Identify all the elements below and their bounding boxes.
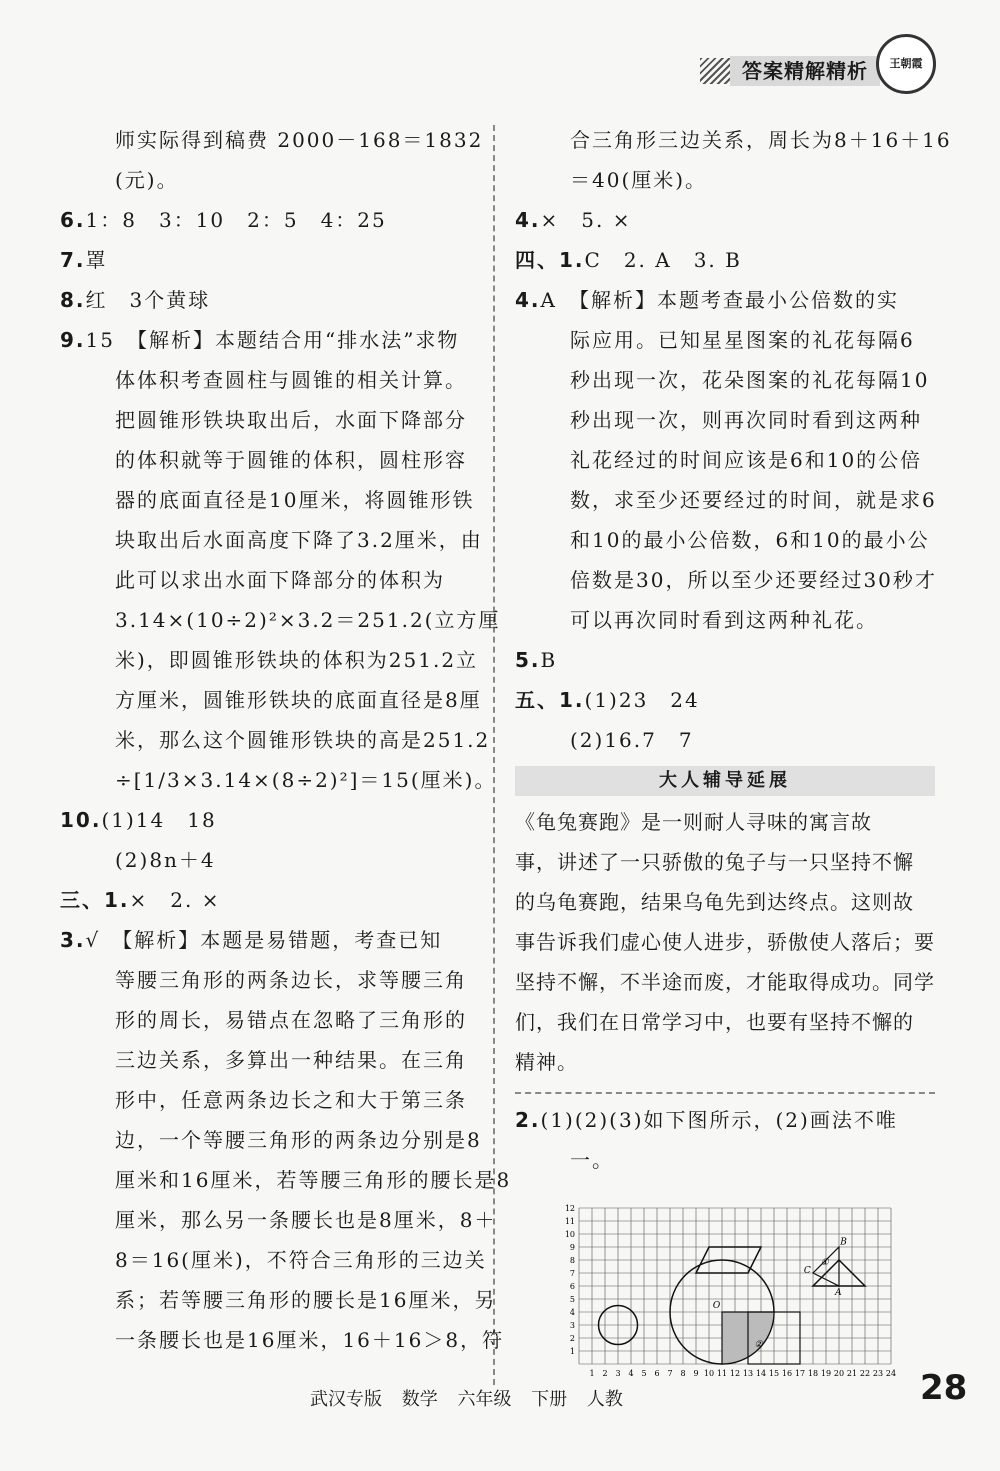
answer-line — [60, 560, 475, 600]
answer-line — [60, 280, 475, 320]
answer-line — [60, 1160, 512, 1200]
x-tick-label: 4 — [628, 1369, 634, 1378]
header-stripes — [700, 58, 730, 84]
x-tick-label: 18 — [807, 1369, 819, 1378]
x-tick-label: 10 — [703, 1369, 715, 1378]
x-tick-label: 15 — [768, 1369, 780, 1378]
answer-text: 倍数是30，所以至少还要经过30秒才 — [570, 568, 937, 592]
answer-line — [515, 120, 952, 160]
y-tick-label: 1 — [569, 1347, 575, 1356]
answer-text: 红 3个黄球 — [85, 288, 211, 312]
answer-line — [515, 400, 935, 440]
answer-text: A 【解析】本题考查最小公倍数的实 — [540, 288, 899, 312]
answer-line — [515, 280, 935, 320]
answer-text: 3.14×(10÷2)²×3.2＝251.2(立方厘 — [115, 608, 501, 632]
x-tick-label: 23 — [872, 1369, 884, 1378]
answer-text: B — [540, 648, 558, 672]
left-column — [60, 120, 512, 1360]
answer-line — [60, 200, 475, 240]
answer-text: (1)14 18 — [101, 808, 217, 832]
answer-line — [515, 720, 935, 760]
answer-line — [60, 520, 483, 560]
y-tick-label: 4 — [569, 1308, 575, 1317]
question-number: 5. — [515, 648, 541, 672]
figure-label: ② — [754, 1340, 763, 1351]
answer-text: 和10的最小公倍数，6和10的最小公 — [570, 528, 930, 552]
answer-line — [515, 480, 935, 520]
answer-line — [60, 1000, 475, 1040]
answer-line — [60, 960, 475, 1000]
answer-line — [60, 400, 475, 440]
y-tick-label: 9 — [569, 1243, 575, 1252]
answer-text: 器的底面直径是10厘米，将圆锥形铁 — [115, 488, 475, 512]
question-number: 9. — [60, 328, 86, 352]
x-tick-label: 14 — [755, 1369, 767, 1378]
x-tick-label: 19 — [820, 1369, 832, 1378]
answer-line — [60, 360, 475, 400]
answer-text: C 2. A 3. B — [584, 248, 742, 272]
answer-line — [60, 840, 475, 880]
x-tick-label: 13 — [742, 1369, 754, 1378]
answer-line — [515, 320, 935, 360]
answer-line — [60, 1040, 475, 1080]
question-number: 四、1. — [515, 248, 585, 272]
answer-text: (元)。 — [115, 168, 179, 192]
question-number: 8. — [60, 288, 86, 312]
x-tick-label: 20 — [833, 1369, 845, 1378]
answer-line — [60, 1320, 505, 1360]
answer-text: 8＝16(厘米)，不符合三角形的三边关 — [115, 1248, 487, 1272]
story-line: 《龟兔赛跑》是一则耐人寻味的寓言故 — [515, 810, 872, 834]
question-2 — [515, 1100, 935, 1180]
answer-text: 一条腰长也是16厘米，16＋16＞8，符 — [115, 1328, 505, 1352]
y-tick-label: 7 — [569, 1269, 575, 1278]
answer-line — [515, 200, 935, 240]
figure-label: O — [712, 1301, 721, 1312]
question-number: 7. — [60, 248, 86, 272]
footer: 武汉专版 数学 六年级 下册 人教 — [310, 1389, 623, 1410]
question-number: 三、1. — [60, 888, 130, 912]
answer-text: 形的周长，易错点在忽略了三角形的 — [115, 1008, 467, 1032]
y-tick-label: 8 — [569, 1256, 575, 1265]
answer-line — [60, 440, 475, 480]
answer-line — [60, 480, 475, 520]
answer-text: ＝40(厘米)。 — [570, 168, 708, 192]
y-tick-label: 6 — [569, 1282, 575, 1291]
answer-text: 等腰三角形的两条边长，求等腰三角 — [115, 968, 467, 992]
header-title: 答案精解精析 — [730, 56, 880, 86]
right-answers — [515, 120, 952, 760]
answer-line — [60, 920, 475, 960]
answer-text: 形中，任意两条边长之和大于第三条 — [115, 1088, 467, 1112]
answer-line — [60, 240, 475, 280]
answer-text: 把圆锥形铁块取出后，水面下降部分 — [115, 408, 467, 432]
answer-line — [60, 1200, 497, 1240]
answer-line — [515, 520, 935, 560]
figure-label: B — [840, 1237, 847, 1248]
answer-line — [515, 1100, 935, 1140]
answer-text: 米，那么这个圆锥形铁块的高是251.2 — [115, 728, 491, 752]
page-number: 28 — [920, 1368, 968, 1408]
x-tick-label: 12 — [729, 1369, 741, 1378]
answer-line — [60, 1280, 497, 1320]
x-tick-label: 2 — [602, 1369, 608, 1378]
x-tick-label: 6 — [654, 1369, 660, 1378]
answer-line — [515, 680, 935, 720]
answer-text: 际应用。已知星星图案的礼花每隔6 — [570, 328, 915, 352]
answer-line — [515, 160, 935, 200]
answer-text: 罩 — [85, 248, 108, 272]
answer-text: (2)8n＋4 — [115, 848, 216, 872]
x-tick-label: 5 — [641, 1369, 647, 1378]
dashed-separator — [515, 1092, 935, 1094]
x-tick-label: 16 — [781, 1369, 793, 1378]
answer-text: 三边关系，多算出一种结果。在三角 — [115, 1048, 467, 1072]
answer-line — [60, 600, 501, 640]
x-tick-label: 24 — [885, 1369, 897, 1378]
x-tick-label: 3 — [615, 1369, 621, 1378]
answer-line — [60, 1120, 482, 1160]
answer-line — [515, 1140, 935, 1180]
y-tick-label: 12 — [565, 1204, 575, 1213]
answer-line — [515, 240, 935, 280]
figure-label: C — [803, 1266, 811, 1276]
y-tick-label: 2 — [569, 1334, 575, 1343]
question-number: 10. — [60, 808, 102, 832]
question-number: 6. — [60, 208, 86, 232]
answer-text: × 5. × — [540, 208, 632, 232]
question-number: 五、1. — [515, 688, 585, 712]
grid-figure — [565, 1194, 901, 1386]
coordinate-grid — [565, 1194, 935, 1399]
x-tick-label: 22 — [859, 1369, 871, 1378]
answer-text: (2)16.7 7 — [570, 728, 694, 752]
answer-line — [60, 1240, 487, 1280]
answer-text: 秒出现一次，花朵图案的礼花每隔10 — [570, 368, 930, 392]
answer-line — [60, 1080, 475, 1120]
answer-text: 可以再次同时看到这两种礼花。 — [570, 608, 878, 632]
answer-text: 礼花经过的时间应该是6和10的公倍 — [570, 448, 923, 472]
story-line: 们，我们在日常学习中，也要有坚持不懈的 — [515, 1010, 914, 1034]
answer-text: (1)(2)(3)如下图所示，(2)画法不唯 — [540, 1108, 898, 1132]
answer-text: 厘米和16厘米，若等腰三角形的腰长是8 — [115, 1168, 512, 1192]
answer-line — [515, 440, 935, 480]
answer-line — [515, 360, 935, 400]
answer-text: × 2. × — [129, 888, 221, 912]
answer-line — [60, 680, 482, 720]
answer-line — [515, 600, 935, 640]
x-tick-label: 7 — [667, 1369, 673, 1378]
answer-text: 系；若等腰三角形的腰长是16厘米，另 — [115, 1288, 497, 1312]
answer-text: 合三角形三边关系，周长为8＋16＋16 — [570, 128, 952, 152]
answer-text: 边，一个等腰三角形的两条边分别是8 — [115, 1128, 482, 1152]
answer-line — [60, 720, 491, 760]
answer-text: 的体积就等于圆锥的体积，圆柱形容 — [115, 448, 467, 472]
answer-line — [515, 560, 935, 600]
question-number: 3. — [60, 928, 86, 952]
y-tick-label: 3 — [569, 1321, 575, 1330]
question-number: 2. — [515, 1108, 541, 1132]
answer-text: 体体积考查圆柱与圆锥的相关计算。 — [115, 368, 467, 392]
answer-text: ÷[1/3×3.14×(8÷2)²]＝15(厘米)。 — [115, 768, 497, 792]
answer-line — [60, 880, 475, 920]
figure-label: ① — [820, 1258, 829, 1269]
answer-text: 秒出现一次，则再次同时看到这两种 — [570, 408, 922, 432]
y-tick-label: 11 — [565, 1217, 575, 1226]
answer-line — [60, 320, 475, 360]
answer-text: 数，求至少还要经过的时间，就是求6 — [570, 488, 937, 512]
x-tick-label: 17 — [794, 1369, 806, 1378]
answer-text: 15 【解析】本题结合用“排水法”求物 — [85, 328, 460, 352]
answer-text: 块取出后水面高度下降了3.2厘米，由 — [115, 528, 483, 552]
question-number: 4. — [515, 208, 541, 232]
story-line: 的乌龟赛跑，结果乌龟先到达终点。这则故 — [515, 890, 914, 914]
story-line: 坚持不懈，不半途而废，才能取得成功。同学 — [515, 970, 935, 994]
story-line: 精神。 — [515, 1050, 578, 1074]
answer-text: 1：8 3：10 2：5 4：25 — [85, 208, 387, 232]
publisher-logo: 王朝霞 — [876, 34, 936, 94]
y-tick-label: 5 — [569, 1295, 575, 1304]
answer-line — [60, 120, 484, 160]
answer-text: 厘米，那么另一条腰长也是8厘米，8＋ — [115, 1208, 497, 1232]
answer-text: (1)23 24 — [584, 688, 700, 712]
figure-label: A — [835, 1288, 842, 1299]
story-line: 事，讲述了一只骄傲的兔子与一只坚持不懈 — [515, 850, 914, 874]
answer-text: 方厘米，圆锥形铁块的底面直径是8厘 — [115, 688, 482, 712]
answer-text: √ 【解析】本题是易错题，考查已知 — [85, 928, 443, 952]
y-tick-label: 10 — [565, 1230, 575, 1239]
x-tick-label: 1 — [589, 1369, 595, 1378]
x-tick-label: 21 — [846, 1369, 858, 1378]
story-text — [515, 802, 935, 1082]
answer-text: 此可以求出水面下降部分的体积为 — [115, 568, 445, 592]
answer-line — [60, 640, 479, 680]
answer-line — [60, 760, 497, 800]
answer-line — [60, 800, 475, 840]
section-banner: 大人辅导延展 — [515, 766, 935, 796]
answer-text: 米)，即圆锥形铁块的体积为251.2立 — [115, 648, 479, 672]
answer-line — [515, 640, 935, 680]
answer-line — [60, 160, 475, 200]
x-tick-label: 11 — [716, 1369, 728, 1378]
story-line: 事告诉我们虚心使人进步，骄傲使人落后；要 — [515, 930, 935, 954]
answer-text: 一。 — [570, 1148, 614, 1172]
answer-text: 师实际得到稿费 2000－168＝1832 — [115, 128, 484, 152]
x-tick-label: 9 — [693, 1369, 699, 1378]
question-number: 4. — [515, 288, 541, 312]
x-tick-label: 8 — [680, 1369, 686, 1378]
